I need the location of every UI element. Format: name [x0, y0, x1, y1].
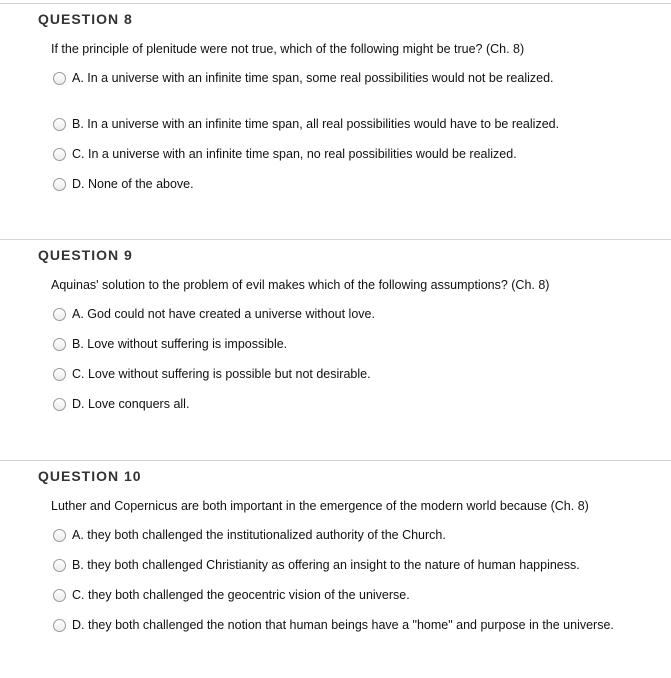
- answer-option-c[interactable]: [53, 366, 371, 382]
- answer-option-label: B. In a universe with an infinite time span, all real possibilities would have to be realized.: [72, 117, 560, 131]
- radio-button[interactable]: [53, 338, 66, 351]
- answer-option-label: A. God could not have created a universe without love.: [72, 307, 375, 321]
- radio-button[interactable]: [53, 72, 66, 85]
- answer-option-label: B. they both challenged Christianity as offering an insight to the nature of human happiness.: [72, 558, 580, 572]
- question-title: QUESTION 9: [38, 247, 133, 263]
- answer-option-label: A. they both challenged the institutionalized authority of the Church.: [72, 528, 446, 542]
- answer-option-label: C. Love without suffering is possible but not desirable.: [72, 367, 371, 381]
- answer-option-a[interactable]: [53, 306, 375, 322]
- radio-button[interactable]: [53, 529, 66, 542]
- answer-option-a[interactable]: [53, 70, 554, 86]
- question-text: Luther and Copernicus are both important in the emergence of the modern world because (Ch. 8): [51, 499, 589, 513]
- radio-button[interactable]: [53, 589, 66, 602]
- radio-button[interactable]: [53, 308, 66, 321]
- radio-button[interactable]: [53, 619, 66, 632]
- radio-button[interactable]: [53, 118, 66, 131]
- radio-button[interactable]: [53, 398, 66, 411]
- answer-option-a[interactable]: [53, 527, 446, 543]
- radio-button[interactable]: [53, 368, 66, 381]
- radio-button[interactable]: [53, 148, 66, 161]
- answer-option-d[interactable]: [53, 396, 189, 412]
- question-title: QUESTION 8: [38, 11, 133, 27]
- question-title: QUESTION 10: [38, 468, 142, 484]
- answer-option-c[interactable]: [53, 146, 517, 162]
- question-10: [0, 460, 671, 678]
- answer-option-label: D. they both challenged the notion that human beings have a "home" and purpose in the universe.: [72, 618, 614, 632]
- question-text: If the principle of plenitude were not true, which of the following might be true? (Ch. 8): [51, 42, 525, 56]
- answer-option-label: B. Love without suffering is impossible.: [72, 337, 288, 351]
- answer-option-label: C. they both challenged the geocentric vision of the universe.: [72, 588, 410, 602]
- radio-button[interactable]: [53, 178, 66, 191]
- question-9: [0, 239, 671, 461]
- question-text: Aquinas' solution to the problem of evil makes which of the following assumptions? (Ch. 8): [51, 278, 550, 292]
- answer-option-b[interactable]: [53, 116, 559, 132]
- answer-option-d[interactable]: [53, 617, 614, 633]
- radio-button[interactable]: [53, 559, 66, 572]
- answer-option-b[interactable]: [53, 557, 580, 573]
- answer-option-label: A. In a universe with an infinite time span, some real possibilities would not be realized.: [72, 71, 554, 85]
- answer-option-b[interactable]: [53, 336, 287, 352]
- answer-option-c[interactable]: [53, 587, 410, 603]
- answer-option-label: D. Love conquers all.: [72, 397, 190, 411]
- answer-option-label: C. In a universe with an infinite time span, no real possibilities would be realized.: [72, 147, 517, 161]
- answer-option-d[interactable]: [53, 176, 194, 192]
- answer-option-label: D. None of the above.: [72, 177, 194, 191]
- question-8: [0, 3, 671, 240]
